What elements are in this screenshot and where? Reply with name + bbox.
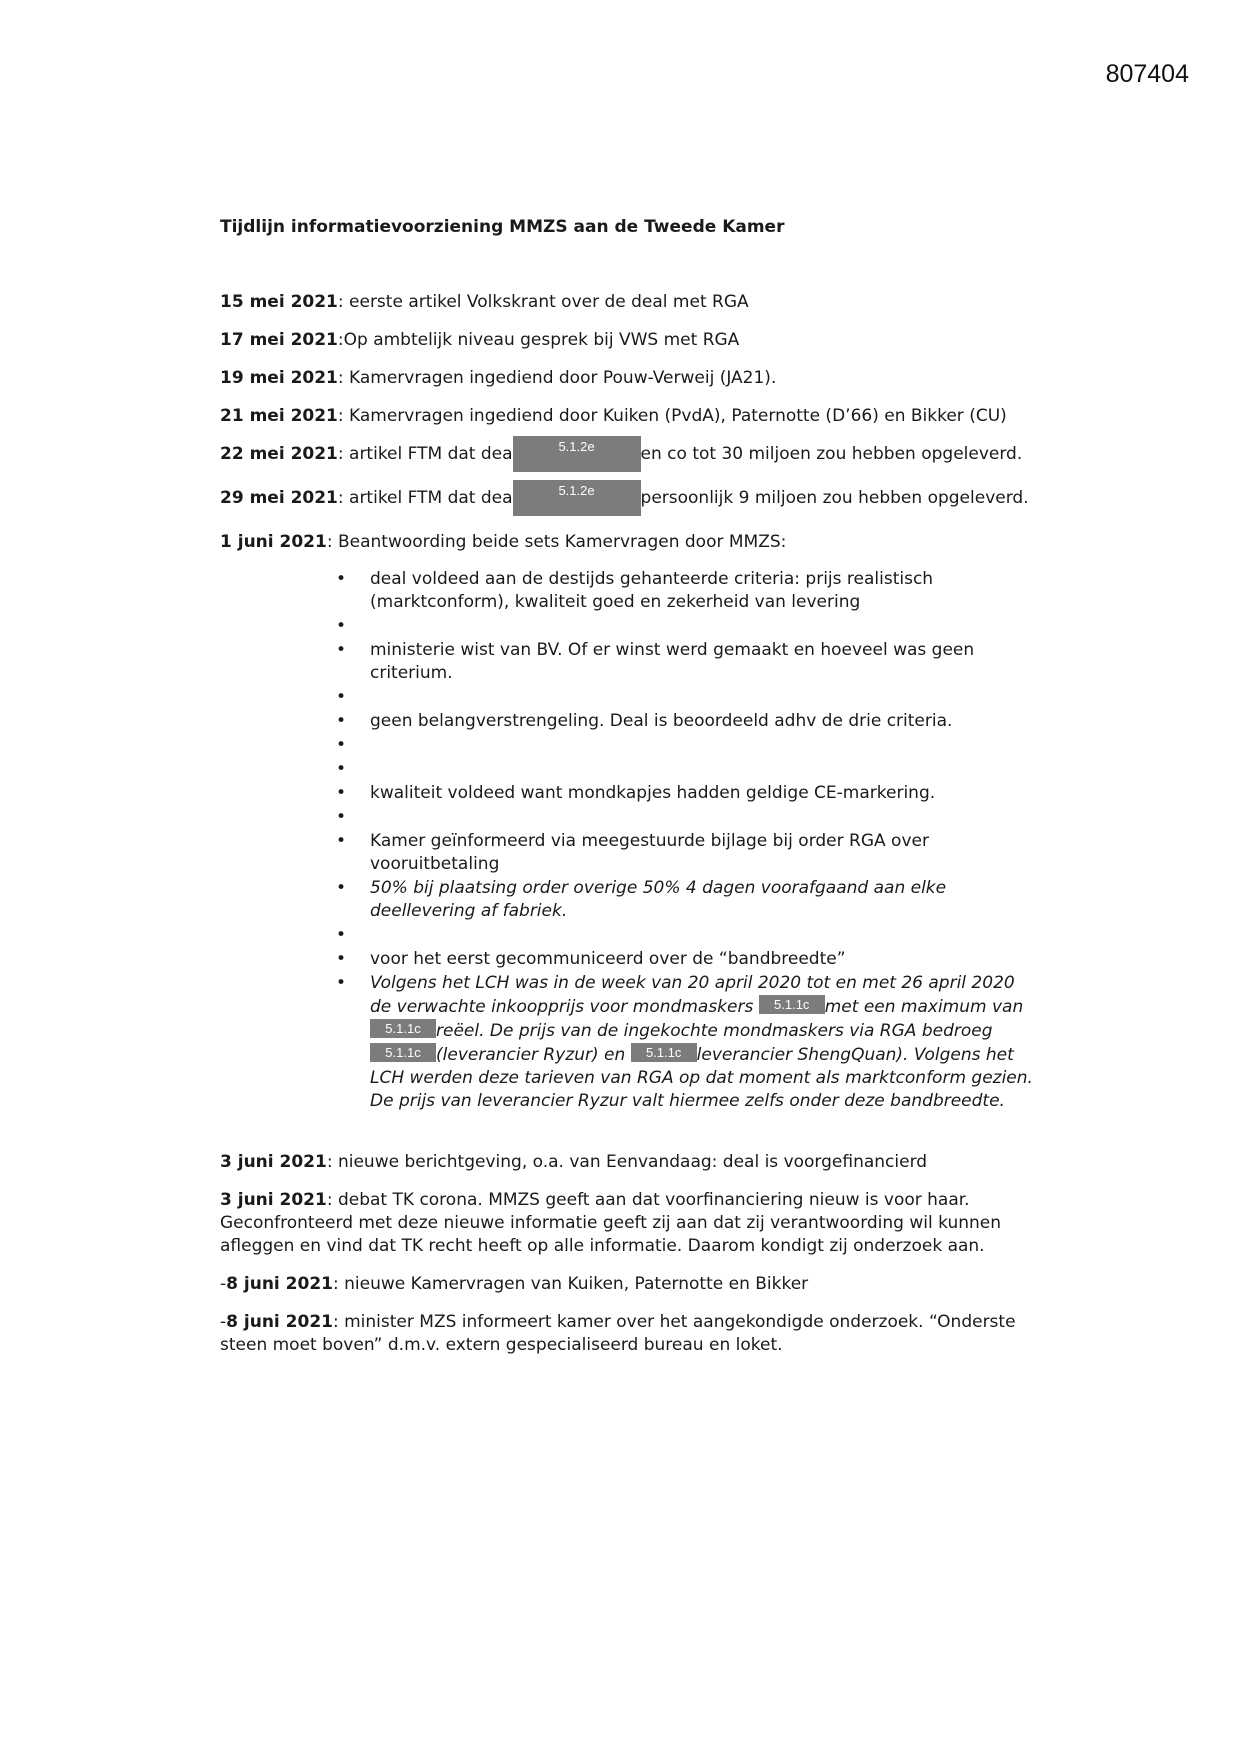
list-item bbox=[348, 734, 1040, 757]
list-item bbox=[348, 686, 1040, 709]
list-text: reëel. De prijs van de ingekochte mondmaskers via RGA bedroeg bbox=[436, 1021, 993, 1041]
timeline-entry bbox=[220, 531, 1040, 1113]
list-item bbox=[348, 924, 1040, 947]
entry-text: persoonlijk 9 miljoen zou hebben opgeleverd. bbox=[640, 488, 1029, 508]
entry-date: 17 mei 2021 bbox=[220, 330, 338, 350]
list-item: • ministerie wist van BV. Of er winst werd gemaakt en hoeveel was geen criterium. bbox=[348, 639, 1040, 685]
list-item: • voor het eerst gecommuniceerd over de “bandbreedte” bbox=[348, 948, 1040, 971]
list-text: Volgens het LCH was in de week van 20 april 2020 tot en met 26 april 2020 de verwachte inkoopprijs voor mondmaskers bbox=[370, 973, 1015, 1017]
timeline-entry bbox=[220, 1273, 1040, 1296]
redaction-box: 5.1.1c bbox=[370, 1043, 436, 1062]
list-item bbox=[348, 615, 1040, 638]
entry-text: en co tot 30 miljoen zou hebben opgeleverd. bbox=[640, 444, 1023, 464]
redaction-box: 5.1.2e bbox=[513, 480, 641, 516]
answers-list bbox=[220, 568, 1040, 1113]
list-text: met een maximum van bbox=[824, 997, 1024, 1017]
entry-text: : nieuwe berichtgeving, o.a. van Eenvandaag: deal is voorgefinancierd bbox=[326, 1152, 928, 1172]
entry-date: 22 mei 2021 bbox=[220, 444, 338, 464]
entry-text: : minister MZS informeert kamer over het aangekondigde onderzoek. “Onderste steen moet boven” d.m.v. extern gespecialiseerd bureau en loket. bbox=[220, 1312, 1016, 1355]
entry-text: : debat TK corona. MMZS geeft aan dat voorfinanciering nieuw is voor haar. Geconfronteerd met deze nieuwe informatie geeft zij aan dat zij verantwoording wil kunnen afleggen en vind dat TK recht heeft op alle informatie. Daarom kondigt zij onderzoek aan. bbox=[220, 1190, 1002, 1256]
entry-date: 19 mei 2021 bbox=[220, 368, 338, 388]
redaction-box: 5.1.1c bbox=[370, 1019, 436, 1038]
entry-text: : eerste artikel Volkskrant over de deal met RGA bbox=[337, 292, 749, 312]
entry-text: : artikel FTM dat dea bbox=[337, 444, 513, 464]
list-item: • geen belangverstrengeling. Deal is beoordeeld adhv de drie criteria. bbox=[348, 710, 1040, 733]
document-body bbox=[220, 216, 1040, 1372]
entry-date: 1 juni 2021 bbox=[220, 532, 327, 552]
entry-text: : Kamervragen ingediend door Kuiken (PvdA), Paternotte (D’66) en Bikker (CU) bbox=[337, 406, 1007, 426]
redaction-box: 5.1.2e bbox=[513, 436, 641, 472]
entry-text: : nieuwe Kamervragen van Kuiken, Paternotte en Bikker bbox=[332, 1274, 809, 1294]
entry-date: 15 mei 2021 bbox=[220, 292, 338, 312]
timeline-entry bbox=[220, 405, 1040, 428]
timeline-entry bbox=[220, 439, 1040, 472]
entry-date: 3 juni 2021 bbox=[220, 1152, 327, 1172]
timeline-entry bbox=[220, 367, 1040, 390]
entry-date: 8 juni 2021 bbox=[226, 1274, 333, 1294]
timeline-entry bbox=[220, 1311, 1040, 1357]
document-title: Tijdlijn informatievoorziening MMZS aan de Tweede Kamer bbox=[220, 217, 785, 237]
entry-date: 8 juni 2021 bbox=[226, 1312, 333, 1332]
list-item: • Kamer geïnformeerd via meegestuurde bijlage bij order RGA over vooruitbetaling bbox=[348, 830, 1040, 876]
list-text: leverancier ShengQuan). Volgens het LCH werden deze tarieven van RGA op dat moment als marktconform gezien. De prijs van leverancier Ryzur valt hiermee zelfs onder deze bandbreedte. bbox=[370, 1045, 1033, 1111]
redaction-box: 5.1.1c bbox=[631, 1043, 697, 1062]
timeline-entry bbox=[220, 291, 1040, 314]
entry-text: :Op ambtelijk niveau gesprek bij VWS met RGA bbox=[337, 330, 740, 350]
list-item: • 50% bij plaatsing order overige 50% 4 dagen voorafgaand aan elke deellevering af fabriek. bbox=[348, 877, 1040, 923]
timeline-entry bbox=[220, 483, 1040, 516]
entry-date: 21 mei 2021 bbox=[220, 406, 338, 426]
entry-text: : Kamervragen ingediend door Pouw-Verweij (JA21). bbox=[337, 368, 777, 388]
redaction-box: 5.1.1c bbox=[759, 995, 825, 1014]
timeline-entry bbox=[220, 329, 1040, 352]
list-item bbox=[348, 806, 1040, 829]
entry-date: 29 mei 2021 bbox=[220, 488, 338, 508]
entry-prefix: - bbox=[220, 1274, 227, 1294]
list-item bbox=[348, 758, 1040, 781]
list-item: • kwaliteit voldeed want mondkapjes hadden geldige CE-markering. bbox=[348, 782, 1040, 805]
entry-text: : artikel FTM dat dea bbox=[337, 488, 513, 508]
timeline-entry bbox=[220, 1189, 1040, 1258]
entry-prefix: - bbox=[220, 1312, 227, 1332]
document-number: 807404 bbox=[1105, 60, 1189, 88]
list-item: • deal voldeed aan de destijds gehanteerde criteria: prijs realistisch (marktconform), kwaliteit goed en zekerheid van levering bbox=[348, 568, 1040, 614]
timeline-entry bbox=[220, 1151, 1040, 1174]
entry-date: 3 juni 2021 bbox=[220, 1190, 327, 1210]
list-item bbox=[348, 972, 1040, 1113]
list-text: (leverancier Ryzur) en bbox=[436, 1045, 631, 1065]
entry-text: : Beantwoording beide sets Kamervragen door MMZS: bbox=[326, 532, 787, 552]
